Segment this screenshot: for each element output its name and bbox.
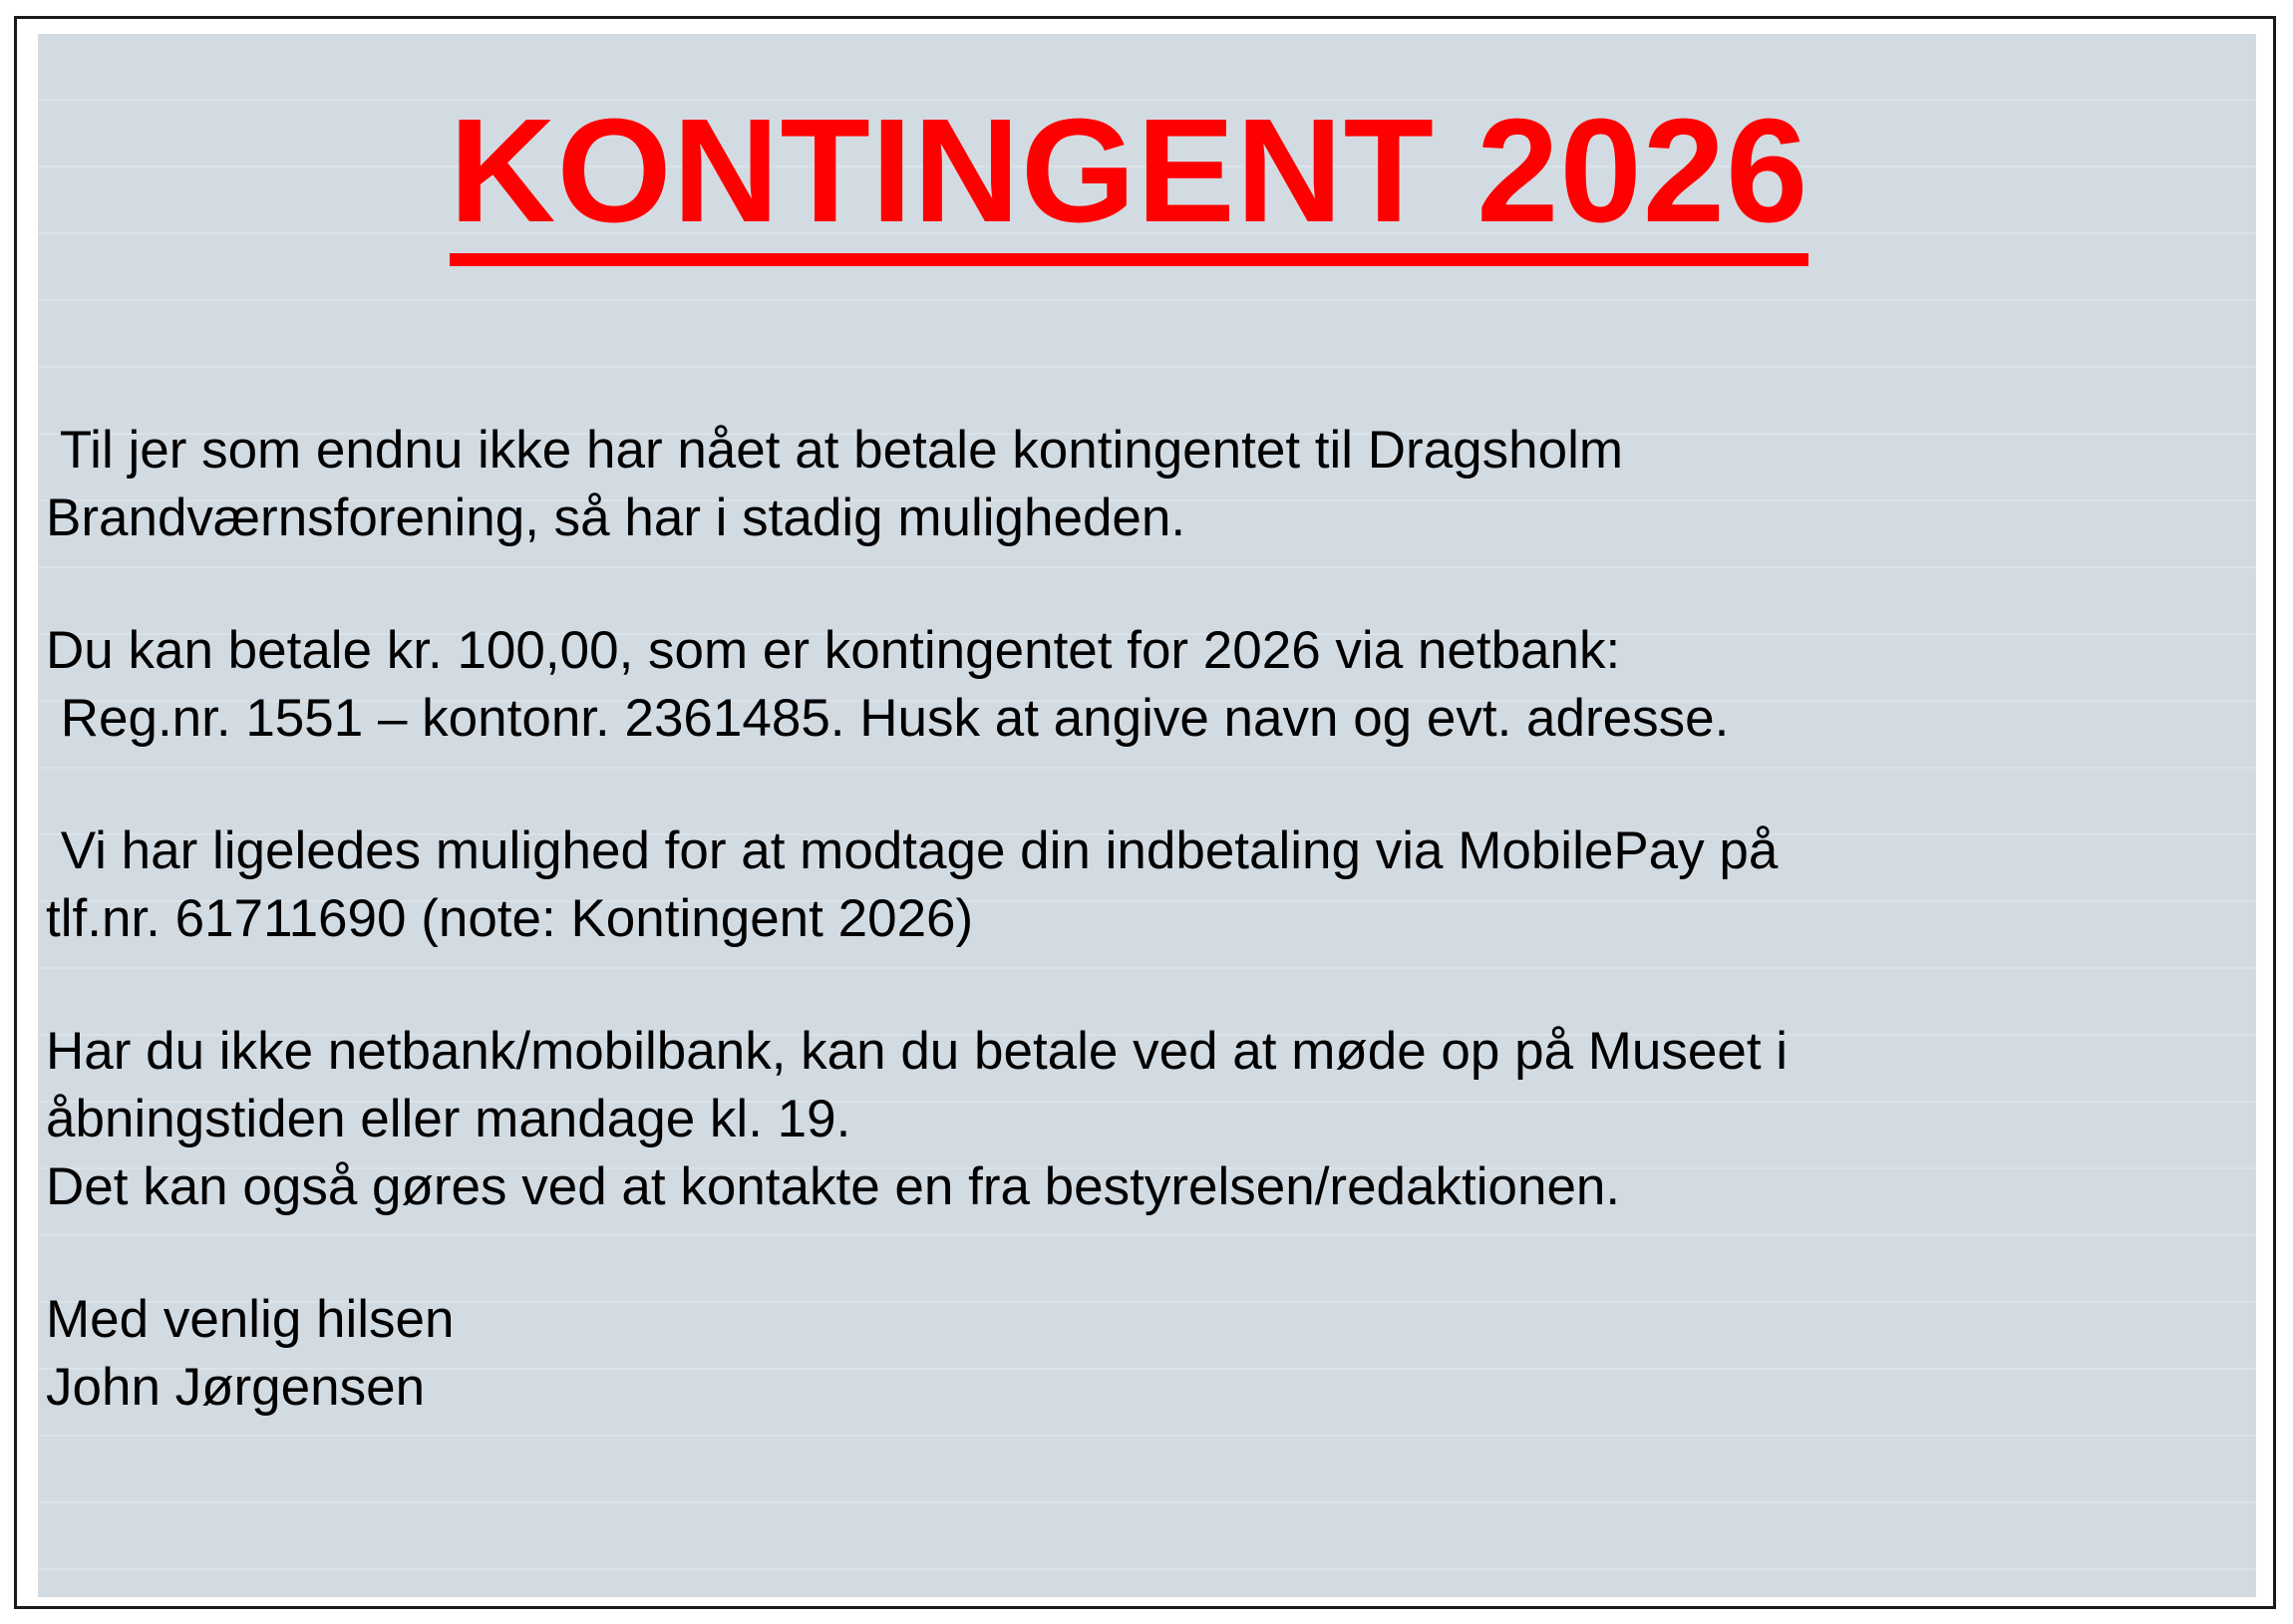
paragraph-spacer — [46, 953, 2219, 1018]
paragraph-1-line-2: Brandværnsforening, så har i stadig muligheden. — [46, 488, 1186, 547]
paragraph-spacer — [46, 753, 2219, 817]
paragraph-3-line-1: Vi har ligeledes mulighed for at modtage din indbetaling via MobilePay på — [46, 821, 1779, 880]
paragraph-4-line-3: Det kan også gøres ved at kontakte en fra bestyrelsen/redaktionen. — [46, 1157, 1621, 1216]
paragraph-1-line-1: Til jer som endnu ikke har nået at betale kontingentet til Dragsholm — [46, 421, 1624, 480]
paragraph-spacer — [46, 552, 2219, 617]
notice-body — [46, 417, 2219, 1422]
signature-name: John Jørgensen — [46, 1358, 426, 1417]
paragraph-4-line-2: åbningstiden eller mandage kl. 19. — [46, 1090, 851, 1148]
page-title-container — [0, 89, 2258, 266]
paragraph-spacer — [46, 1221, 2219, 1286]
paragraph-2-line-2: Reg.nr. 1551 – kontonr. 2361485. Husk at angive navn og evt. adresse. — [46, 689, 1730, 748]
paragraph-3-line-2: tlf.nr. 61711690 (note: Kontingent 2026) — [46, 889, 974, 948]
paragraph-2-line-1: Du kan betale kr. 100,00, som er kontingentet for 2026 via netbank: — [46, 621, 1621, 680]
closing-line: Med venlig hilsen — [46, 1290, 455, 1349]
page-title: KONTINGENT 2026 — [450, 98, 1809, 266]
paragraph-4-line-1: Har du ikke netbank/mobilbank, kan du betale ved at møde op på Museet i — [46, 1022, 1789, 1081]
